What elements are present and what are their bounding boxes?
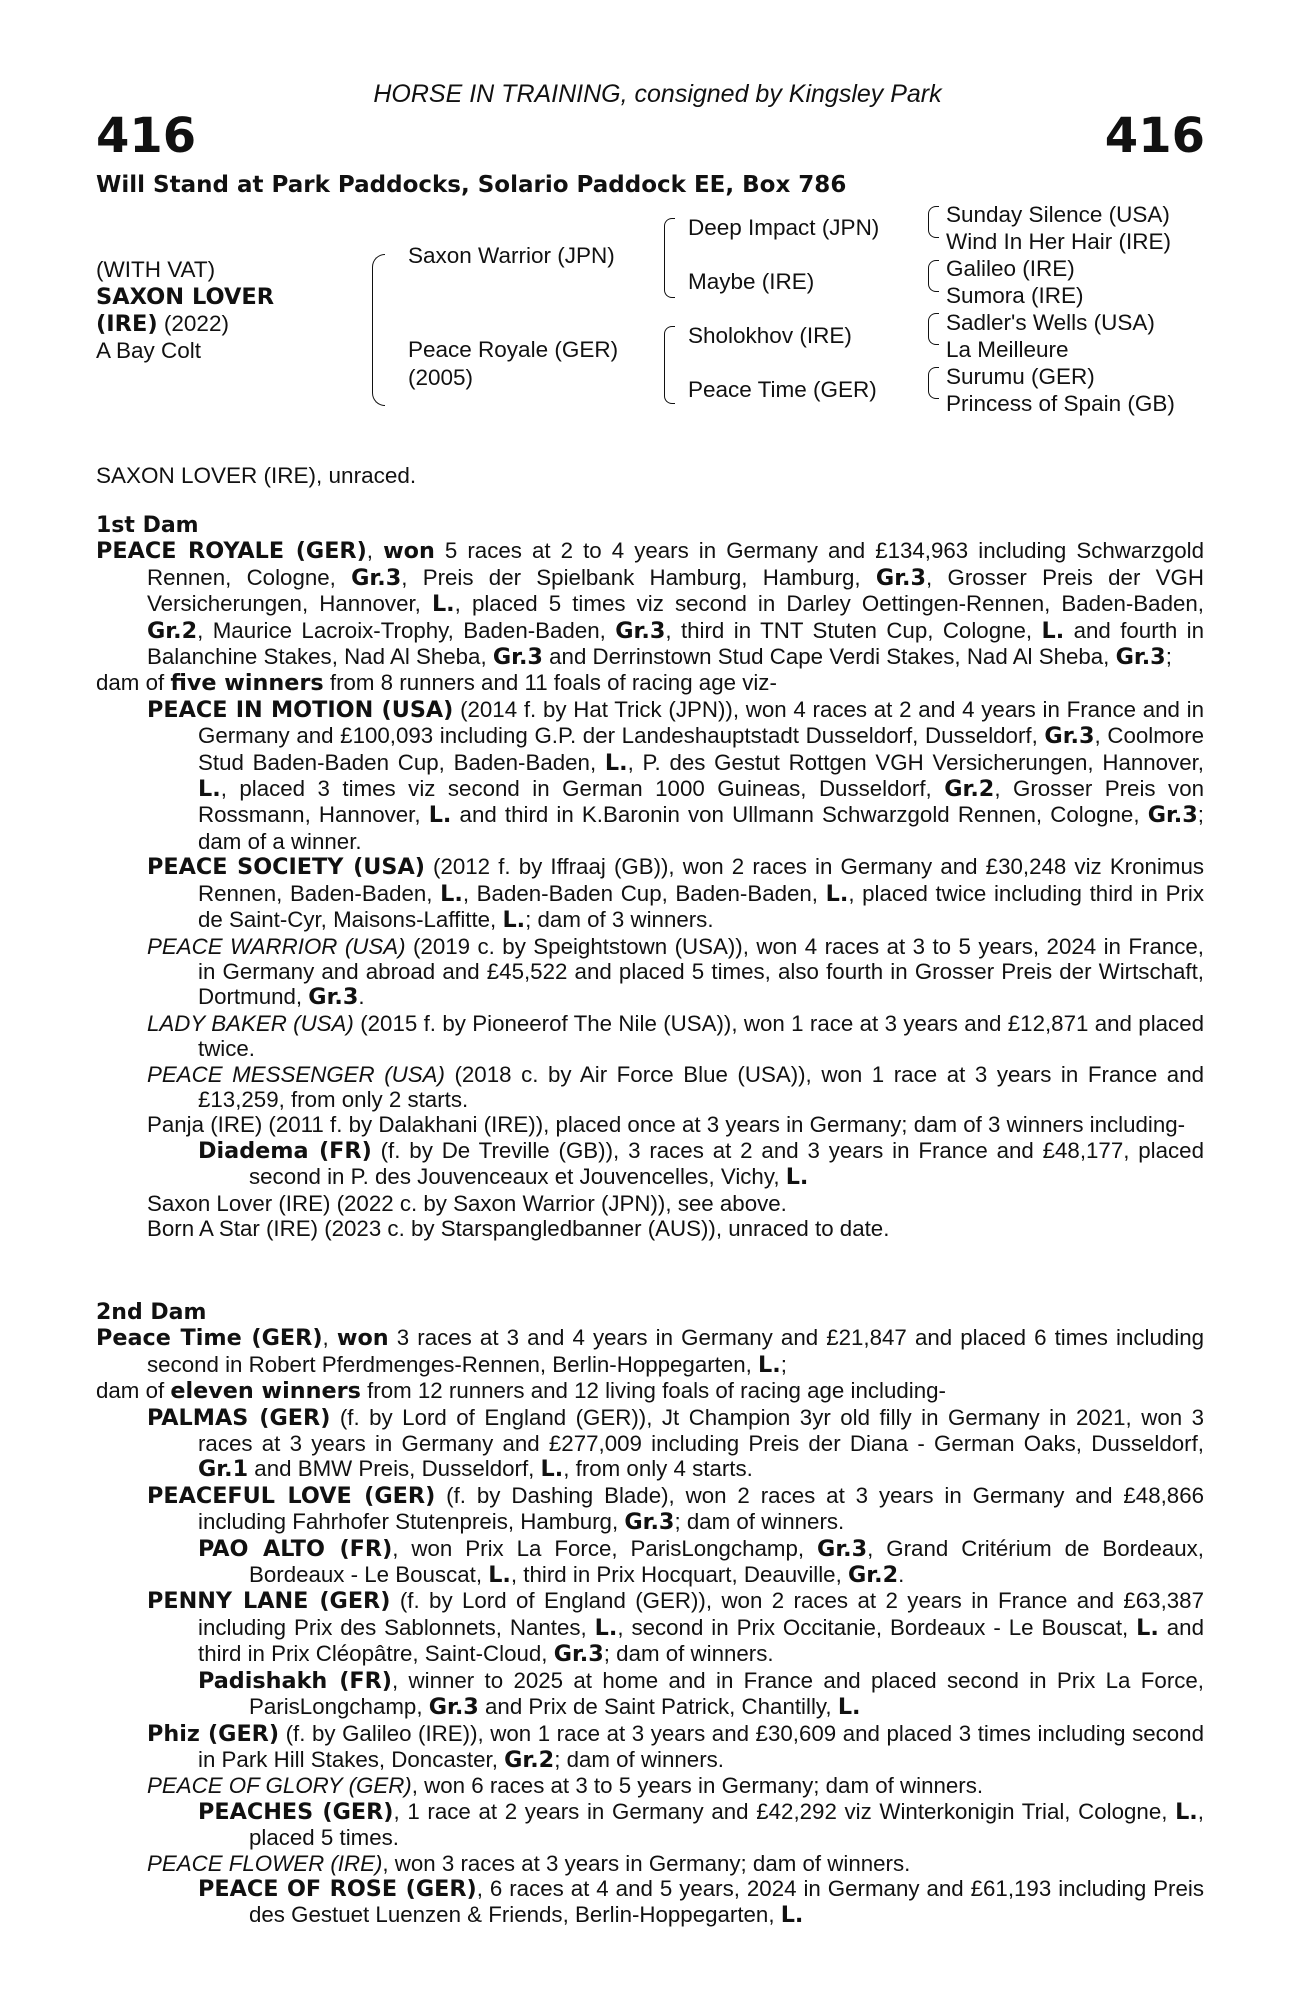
- pedigree-sire-dam: Maybe (IRE): [688, 269, 815, 294]
- progeny-diadema: Diadema (FR) (f. by De Treville (GB)), 3 races at 2 and 3 years in France and £48,177, placed second in P. des Jouvenceaux et Jouvencelles, Vichy, L.: [198, 1137, 1204, 1191]
- pedigree-ggp-3: Galileo (IRE): [946, 256, 1075, 281]
- progeny-saxon-lover: Saxon Lover (IRE) (2022 c. by Saxon Warrior (JPN)), see above.: [147, 1190, 787, 1216]
- pedigree-ggp-6: La Meilleure: [946, 337, 1069, 362]
- second-dam-record: Peace Time (GER), won 3 races at 3 and 4 years in Germany and £21,847 and placed 6 times including second in Robert Pferdmenges-Rennen, Berlin-Hoppegarten, L.;: [96, 1325, 1205, 1378]
- pedigree-dam-year: (2005): [408, 365, 474, 390]
- progeny-penny-lane: PENNY LANE (GER) (f. by Lord of England (GER)), won 2 races at 2 years in France and £63,387 including Prix des Sablonnets, Nantes, L., second in Prix Occitanie, Bordeaux - Le Bouscat, L. and third in Prix Cléopâtre, Saint-Cloud, Gr.3; dam of winners.: [147, 1588, 1204, 1668]
- pedigree-ggp-2: Wind In Her Hair (IRE): [946, 229, 1172, 254]
- first-dam-produce-summary: dam of five winners from 8 runners and 11 foals of racing age viz-: [96, 670, 777, 697]
- second-dam-produce-summary: dam of eleven winners from 12 runners and 12 living foals of racing age including-: [96, 1378, 946, 1405]
- pedigree-brace-dam: [664, 326, 675, 404]
- pedigree-ggp-4: Sumora (IRE): [946, 283, 1084, 308]
- pedigree-brace-1: [928, 206, 939, 238]
- pedigree-brace-2: [928, 260, 939, 292]
- pedigree-brace-4: [928, 367, 939, 399]
- progeny-phiz: Phiz (GER) (f. by Galileo (IRE)), won 1 race at 3 years and £30,609 and placed 3 times including second in Park Hill Stakes, Doncaster, Gr.2; dam of winners.: [147, 1720, 1204, 1773]
- lot-number-right: 416: [1104, 108, 1205, 164]
- pedigree-brace-main: [372, 254, 385, 406]
- vat-label: (WITH VAT): [96, 257, 216, 282]
- pedigree-brace-3: [928, 313, 939, 345]
- race-status: SAXON LOVER (IRE), unraced.: [96, 463, 417, 488]
- pedigree-dam-sire: Sholokhov (IRE): [688, 323, 852, 348]
- pedigree-sire: Saxon Warrior (JPN): [408, 243, 615, 268]
- second-dam-section: [96, 1300, 1204, 1929]
- horse-origin-year: (IRE) (2022): [96, 311, 229, 337]
- pedigree-dam: Peace Royale (GER): [408, 337, 619, 362]
- progeny-peace-in-motion: PEACE IN MOTION (USA) (2014 f. by Hat Trick (JPN)), won 4 races at 2 and 4 years in France and in Germany and £100,093 including G.P. der Landeshauptstadt Dusseldorf, Dusseldorf, Gr.3, Coolmore Stud Baden-Baden Cup, Baden-Baden, L., P. des Gestut Rottgen VGH Versicherungen, Hannover, L., placed 3 times viz second in German 1000 Guineas, Dusseldorf, Gr.2, Grosser Preis von Rossmann, Hannover, L. and third in K.Baronin von Ullmann Schwarzgold Rennen, Cologne, Gr.3; dam of a winner.: [147, 696, 1205, 854]
- progeny-peace-warrior: PEACE WARRIOR (USA) (2019 c. by Speightstown (USA)), won 4 races at 3 to 5 years, 2024 in France, in Germany and abroad and £45,522 and placed 5 times, also fourth in Grosser Preis der Wirtschaft, Dortmund, Gr.3.: [147, 933, 1204, 1011]
- first-dam-record: PEACE ROYALE (GER), won 5 races at 2 to 4 years in Germany and £134,963 including Schwarzgold Rennen, Cologne, Gr.3, Preis der Spielbank Hamburg, Hamburg, Gr.3, Grosser Preis der VGH Versicherungen, Hannover, L., placed 5 times viz second in Darley Oettingen-Rennen, Baden-Baden, Gr.2, Maurice Lacroix-Trophy, Baden-Baden, Gr.3, third in TNT Stuten Cup, Cologne, L. and fourth in Balanchine Stakes, Nad Al Sheba, Gr.3 and Derrinstown Stud Cape Verdi Stakes, Nad Al Sheba, Gr.3;: [96, 538, 1204, 671]
- pedigree-ggp-7: Surumu (GER): [946, 364, 1095, 389]
- horse-description: A Bay Colt: [96, 338, 202, 363]
- first-dam-section: [96, 513, 1204, 1241]
- consignment-line: HORSE IN TRAINING, consigned by Kingsley Park: [373, 80, 942, 108]
- pedigree-ggp-1: Sunday Silence (USA): [946, 202, 1170, 227]
- first-dam-heading: 1st Dam: [96, 513, 199, 538]
- progeny-peace-of-glory: PEACE OF GLORY (GER), won 6 races at 3 to 5 years in Germany; dam of winners.: [147, 1773, 984, 1799]
- horse-name: SAXON LOVER: [96, 284, 275, 310]
- progeny-peace-society: PEACE SOCIETY (USA) (2012 f. by Iffraaj (GB)), won 2 races in Germany and £30,248 viz Kronimus Rennen, Baden-Baden, L., Baden-Baden Cup, Baden-Baden, L., placed twice including third in Prix de Saint-Cyr, Maisons-Laffitte, L.; dam of 3 winners.: [147, 854, 1204, 934]
- pedigree-brace-sire: [664, 218, 675, 298]
- progeny-panja: Panja (IRE) (2011 f. by Dalakhani (IRE)), placed once at 3 years in Germany; dam of 3 winners including-: [147, 1112, 1186, 1138]
- pedigree-ggp-8: Princess of Spain (GB): [946, 391, 1175, 416]
- progeny-pao-alto: PAO ALTO (FR), won Prix La Force, ParisLongchamp, Gr.3, Grand Critérium de Bordeaux, Bordeaux - Le Bouscat, L., third in Prix Hocquart, Deauville, Gr.2.: [198, 1535, 1204, 1589]
- progeny-lady-baker: LADY BAKER (USA) (2015 f. by Pioneerof The Nile (USA)), won 1 race at 3 years and £12,871 and placed twice.: [147, 1010, 1204, 1062]
- standing-location: Will Stand at Park Paddocks, Solario Paddock EE, Box 786: [96, 172, 847, 198]
- progeny-padishakh: Padishakh (FR), winner to 2025 at home and in France and placed second in Prix La Force, ParisLongchamp, Gr.3 and Prix de Saint Patrick, Chantilly, L.: [198, 1667, 1204, 1721]
- progeny-peace-messenger: PEACE MESSENGER (USA) (2018 c. by Air Force Blue (USA)), won 1 race at 3 years in France and £13,259, from only 2 starts.: [147, 1061, 1205, 1112]
- pedigree-ggp-5: Sadler's Wells (USA): [946, 310, 1155, 335]
- progeny-palmas: PALMAS (GER) (f. by Lord of England (GER)), Jt Champion 3yr old filly in Germany in 2021, won 3 races at 3 years in Germany and £277,009 including Preis der Diana - German Oaks, Dusseldorf, Gr.1 and BMW Preis, Dusseldorf, L., from only 4 starts.: [147, 1404, 1205, 1483]
- progeny-peaches: PEACHES (GER), 1 race at 2 years in Germany and £42,292 viz Winterkonigin Trial, Cologne, L., placed 5 times.: [198, 1798, 1204, 1851]
- lot-number-left: 416: [96, 108, 197, 164]
- progeny-born-a-star: Born A Star (IRE) (2023 c. by Starspangledbanner (AUS)), unraced to date.: [147, 1215, 890, 1241]
- progeny-peace-of-rose: PEACE OF ROSE (GER), 6 races at 4 and 5 years, 2024 in Germany and £61,193 including Preis des Gestuet Luenzen & Friends, Berlin-Hoppegarten, L.: [198, 1875, 1204, 1929]
- second-dam-heading: 2nd Dam: [96, 1300, 207, 1325]
- pedigree-dam-dam: Peace Time (GER): [688, 377, 877, 402]
- pedigree-sire-sire: Deep Impact (JPN): [688, 215, 880, 240]
- progeny-peace-flower: PEACE FLOWER (IRE), won 3 races at 3 years in Germany; dam of winners.: [147, 1850, 911, 1876]
- progeny-peaceful-love: PEACEFUL LOVE (GER) (f. by Dashing Blade), won 2 races at 3 years in Germany and £48,866 including Fahrhofer Stutenpreis, Hamburg, Gr.3; dam of winners.: [147, 1482, 1204, 1536]
